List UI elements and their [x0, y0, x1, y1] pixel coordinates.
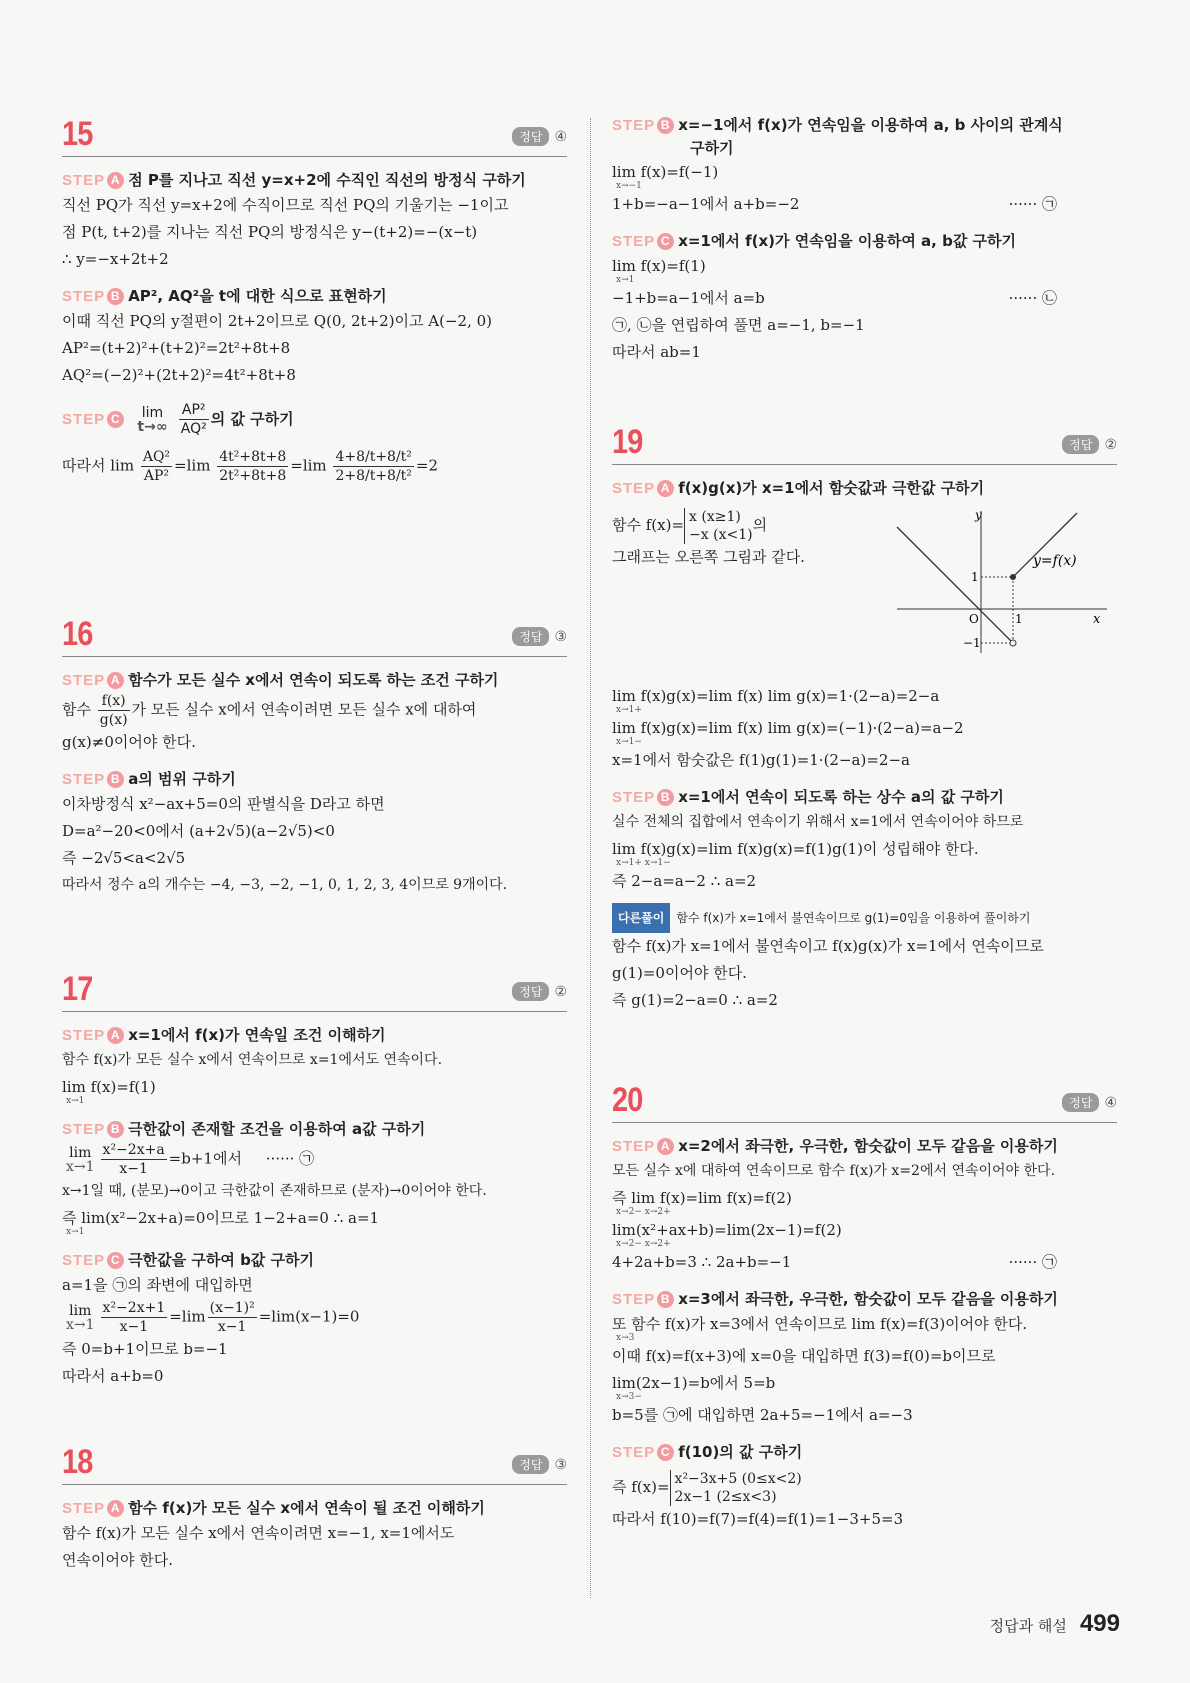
open-point — [1010, 640, 1016, 646]
page-footer — [990, 1610, 1120, 1638]
step-b-heading: STEP B x=−1에서 f(x)가 연속임을 이용하여 a, b 사이의 관계식 구하기 — [612, 116, 1063, 157]
problem-number: 18 — [62, 1443, 93, 1481]
text-line: 이때 직선 PQ의 y절편이 2t+2이므로 Q(0, 2t+2)이고 A(−2, 0) — [62, 312, 493, 330]
step-b-heading: STEP B 극한값이 존재할 조건을 이용하여 a값 구하기 — [62, 1120, 426, 1138]
text-line: 실수 전체의 집합에서 연속이기 위해서 x=1에서 연속이어야 하므로 — [612, 814, 1024, 830]
text-line: AQ²=(−2)²+(2t+2)²=4t²+8t+8 — [62, 366, 296, 384]
step-b-heading: STEP B x=3에서 좌극한, 우극한, 함숫값이 모두 같음을 이용하기 — [612, 1290, 1058, 1308]
footer-title: 정답과 해설 — [989, 1617, 1067, 1635]
problem-number: 19 — [612, 423, 643, 461]
y-tick-label: −1 — [963, 636, 981, 650]
step-c-heading: STEP C lim t→∞ $\frac{\text{AP²}}{\text{AQ²}}$ 의 값 구하기 — [62, 402, 294, 437]
text-line: lim f(x)g(x)=lim f(x) lim g(x)=1·(2−a)=2−a x→1+ — [612, 687, 940, 715]
absolute-value-graph — [887, 503, 1117, 663]
problem-header — [62, 1440, 567, 1485]
problem-header — [62, 112, 567, 157]
problem-header — [62, 967, 567, 1012]
problem-17 — [62, 967, 567, 1390]
y-label: y — [975, 508, 982, 522]
limit-equation: 따라서 lim $\frac{\text{AQ²}}{\text{AP²}}$ =lim $\frac{\text{4t²+8t+8}}{\text{2t²+8t+8}}$ =lim $\frac{\text{4+8/t+8/t²}}{\text{2+8/t+8/t²}}$ =2 — [62, 449, 439, 484]
text-line: −1+b=a−1에서 a=b ······ ㉡ — [612, 289, 1057, 307]
step-a-heading: STEP A 점 P를 지나고 직선 y=x+2에 수직인 직선의 방정식 구하기 — [62, 171, 526, 189]
step-a-heading: STEP A 함수 f(x)가 모든 실수 x에서 연속이 될 조건 이해하기 — [62, 1499, 485, 1517]
answer-badge: 정답 ② — [1062, 435, 1117, 454]
text-line: ∴ y=−x+2t+2 — [62, 250, 169, 268]
text-line: 따라서 f(10)=f(7)=f(4)=f(1)=1−3+5=3 — [612, 1510, 904, 1528]
function-label: y=f(x) — [1033, 553, 1077, 569]
step-a-heading: STEP A x=1에서 f(x)가 연속일 조건 이해하기 — [62, 1026, 386, 1044]
text-line: 이때 f(x)=f(x+3)에 x=0을 대입하면 f(3)=f(0)=b이므로 — [612, 1347, 996, 1365]
text-line: lim(x²+ax+b)=lim(2x−1)=f(2) x→2− x→2+ — [612, 1221, 842, 1249]
step-b-heading: STEP B AP², AQ²을 t에 대한 식으로 표현하기 — [62, 287, 387, 305]
limit-equation: lim x→1 $\frac{\text{x²−2x+1}}{x-1}$ =lim $\frac{\text{(x−1)²}}{x-1}$ =lim(x−1)=0 — [66, 1300, 360, 1335]
text-line: 4+2a+b=3 ∴ 2a+b=−1 ······ ㉠ — [612, 1253, 1057, 1271]
text-line: ㉠, ㉡을 연립하여 풀면 a=−1, b=−1 — [612, 316, 865, 334]
text-line: 1+b=−a−1에서 a+b=−2 ······ ㉠ — [612, 195, 1057, 213]
text-line: g(x)≠0이어야 한다. — [62, 733, 196, 751]
step-a-heading: STEP A 함수가 모든 실수 x에서 연속이 되도록 하는 조건 구하기 — [62, 671, 499, 689]
text-line: 직선 PQ가 직선 y=x+2에 수직이므로 직선 PQ의 기울기는 −1이고 — [62, 196, 509, 214]
text-line: x=1에서 함숫값은 f(1)g(1)=1·(2−a)=2−a — [612, 751, 910, 769]
answer-badge: 정답 ④ — [512, 127, 567, 146]
text-line: 따라서 a+b=0 — [62, 1367, 164, 1385]
text-line: g(1)=0이어야 한다. — [612, 964, 747, 982]
text-line: lim f(x)=f(1) x→1 — [612, 257, 706, 285]
graph-left-branch — [897, 527, 1013, 643]
text-line: 즉 lim(x²−2x+a)=0이므로 1−2+a=0 ∴ a=1 x→1 — [62, 1209, 380, 1237]
text-line: D=a²−20<0에서 (a+2√5)(a−2√5)<0 — [62, 822, 335, 840]
problem-header — [612, 1078, 1117, 1123]
text-line: 즉 2−a=a−2 ∴ a=2 — [612, 872, 757, 890]
x-label: x — [1093, 612, 1101, 627]
closed-point — [1010, 574, 1016, 580]
problem-16 — [62, 612, 567, 899]
text-line: 따라서 ab=1 — [612, 343, 701, 361]
problem-18 — [62, 1440, 567, 1574]
answer-badge: 정답 ② — [512, 982, 567, 1001]
graph-section — [612, 477, 1117, 683]
text-line: b=5를 ㉠에 대입하면 2a+5=−1에서 a=−3 — [612, 1406, 913, 1424]
text-line: 또 함수 f(x)가 x=3에서 연속이므로 lim f(x)=f(3)이어야 한다. x→3 — [612, 1315, 1028, 1343]
x-tick-label: 1 — [1015, 612, 1023, 626]
problem-number: 20 — [612, 1081, 643, 1119]
text-line: lim f(x)g(x)=lim f(x)g(x)=f(1)g(1)이 성립해야 한다. x→1+ x→1− — [612, 840, 979, 868]
problem-number: 17 — [62, 970, 93, 1008]
step-a-heading: STEP A f(x)g(x)가 x=1에서 함숫값과 극한값 구하기 — [612, 479, 985, 497]
problem-18-continued — [612, 114, 1117, 366]
text-line: 점 P(t, t+2)를 지나는 직선 PQ의 방정식은 y−(t+2)=−(x−t) — [62, 223, 478, 241]
text-line: 즉 0=b+1이므로 b=−1 — [62, 1340, 228, 1358]
answer-badge: 정답 ④ — [1062, 1093, 1117, 1112]
step-b-heading: STEP B a의 범위 구하기 — [62, 770, 236, 788]
origin-label: O — [969, 612, 979, 626]
text-line: AP²=(t+2)²+(t+2)²=2t²+8t+8 — [62, 339, 291, 357]
text-line: 즉 lim f(x)=lim f(x)=f(2) x→2− x→2+ — [612, 1189, 792, 1217]
text-line: lim f(x)=f(1) x→1 — [62, 1078, 156, 1106]
answer-badge: 정답 ③ — [512, 1455, 567, 1474]
piecewise-definition: 즉 f(x)= x²−3x+5 (0≤x<2) 2x−1 (2≤x<3) — [612, 1471, 802, 1505]
alternative-solution-heading: 다른풀이 함수 f(x)가 x=1에서 불연속이므로 g(1)=0임을 이용하여 풀이하기 — [612, 903, 1117, 933]
problem-20 — [612, 1078, 1117, 1533]
step-a-heading: STEP A x=2에서 좌극한, 우극한, 함숫값이 모두 같음을 이용하기 — [612, 1137, 1058, 1155]
text-line: 즉 −2√5<a<2√5 — [62, 849, 186, 867]
text-line: 함수 f(x)가 x=1에서 불연속이고 f(x)g(x)가 x=1에서 연속이므로 — [612, 937, 1044, 955]
answer-badge: 정답 ③ — [512, 627, 567, 646]
problem-number: 15 — [62, 115, 93, 153]
column-divider — [590, 118, 591, 1598]
text-line: 연속이어야 한다. — [62, 1551, 173, 1569]
text-line: 즉 g(1)=2−a=0 ∴ a=2 — [612, 991, 778, 1009]
text-line: 함수 f(x)가 모든 실수 x에서 연속이려면 x=−1, x=1에서도 — [62, 1524, 455, 1542]
text-line: 이차방정식 x²−ax+5=0의 판별식을 D라고 하면 — [62, 795, 385, 813]
y-tick-label: 1 — [971, 570, 979, 584]
text-line: 그래프는 오른쪽 그림과 같다. — [612, 548, 805, 566]
text-line: x→1일 때, (분모)→0이고 극한값이 존재하므로 (분자)→0이어야 한다. — [62, 1183, 487, 1199]
text-line: lim f(x)g(x)=lim f(x) lim g(x)=(−1)·(2−a)=a−2 x→1− — [612, 719, 964, 747]
text-line: a=1을 ㉠의 좌변에 대입하면 — [62, 1276, 253, 1294]
text-line: lim f(x)=f(−1) x→−1 — [612, 163, 719, 191]
text-line: 따라서 정수 a의 개수는 −4, −3, −2, −1, 0, 1, 2, 3, 4이므로 9개이다. — [62, 877, 508, 893]
problem-header — [612, 420, 1117, 465]
page-number: 499 — [1079, 1610, 1120, 1637]
step-c-heading: STEP C f(10)의 값 구하기 — [612, 1443, 803, 1461]
piecewise-definition: 함수 f(x)= x (x≥1) −x (x<1) 의 — [612, 509, 768, 543]
step-c-heading: STEP C x=1에서 f(x)가 연속임을 이용하여 a, b값 구하기 — [612, 232, 1017, 250]
problem-19 — [612, 420, 1117, 1014]
text-line: lim(2x−1)=b에서 5=b x→3− — [612, 1374, 776, 1402]
text-line: 함수 f(x)가 모든 실수 x에서 연속이므로 x=1에서도 연속이다. — [62, 1052, 443, 1068]
problem-header — [62, 612, 567, 657]
problem-15 — [62, 112, 567, 485]
problem-number: 16 — [62, 615, 93, 653]
limit-equation: lim x→1 $\frac{\text{x²−2x+a}}{x-1}$ =b+1에서 ······ ㉠ — [66, 1142, 315, 1177]
step-b-heading: STEP B x=1에서 연속이 되도록 하는 상수 a의 값 구하기 — [612, 788, 1004, 806]
text-line: 함수 $\frac{f(x)}{g(x)}$ 가 모든 실수 x에서 연속이려면 모든 실수 x에 대하여 — [62, 693, 477, 728]
text-line: 모든 실수 x에 대하여 연속이므로 함수 f(x)가 x=2에서 연속이어야 한다. — [612, 1163, 1056, 1179]
step-c-heading: STEP C 극한값을 구하여 b값 구하기 — [62, 1251, 314, 1269]
